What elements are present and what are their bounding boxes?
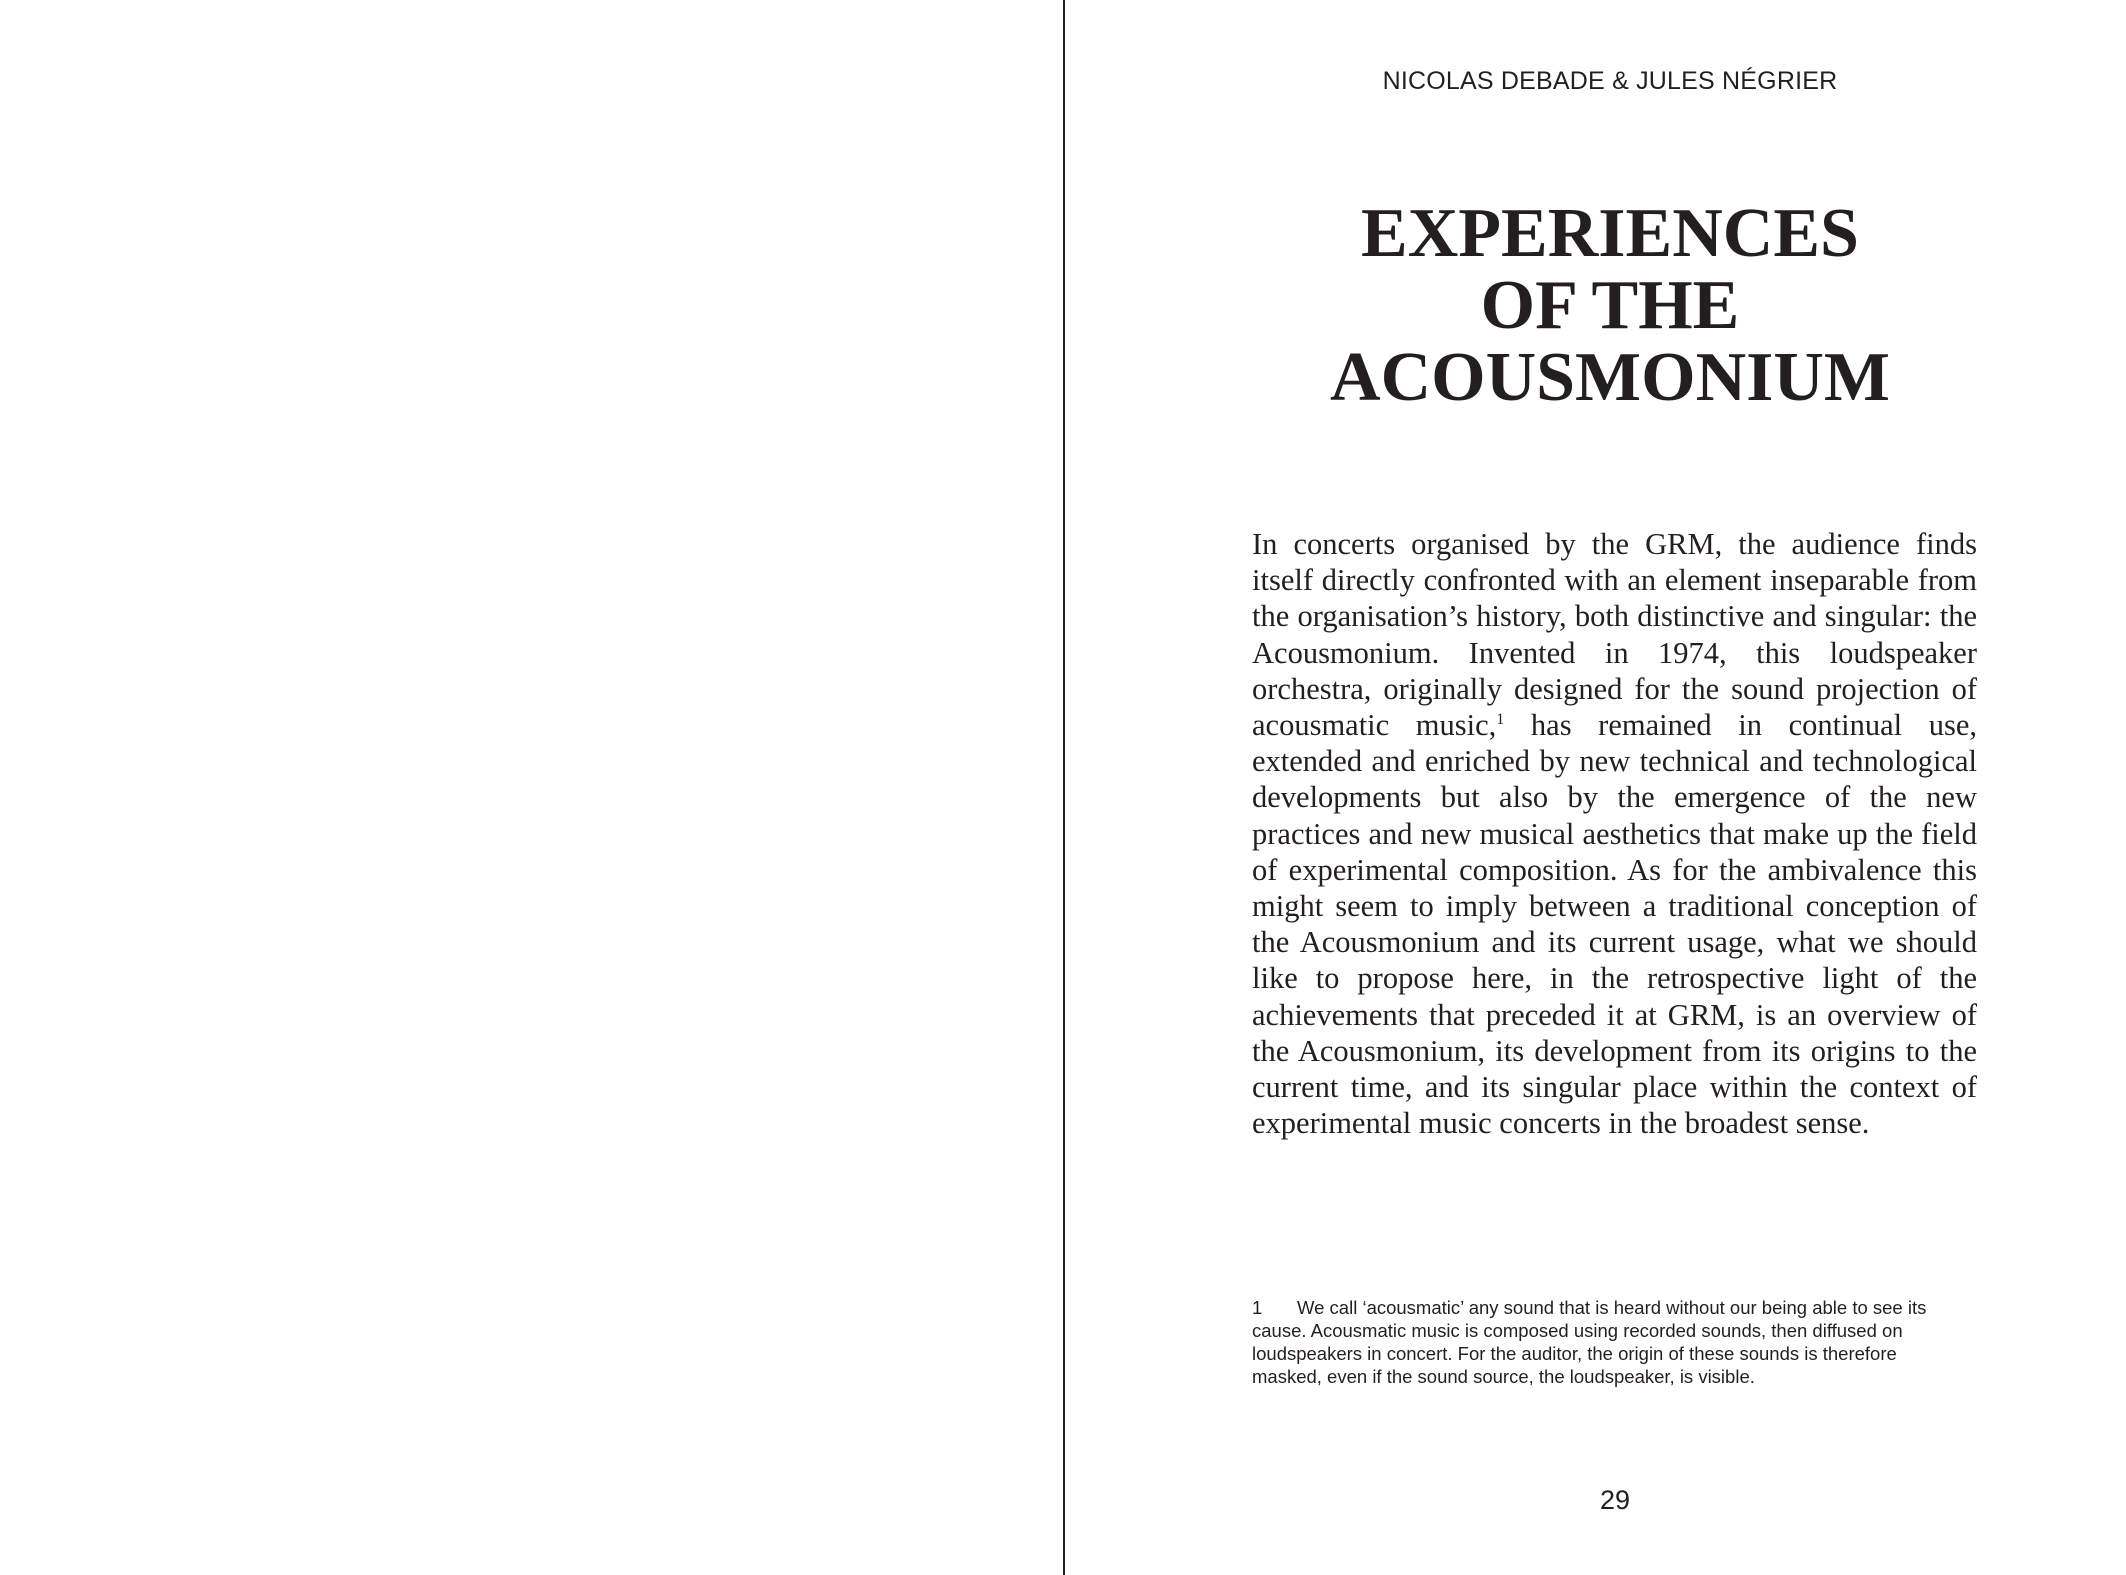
footnote-reference: 1	[1496, 711, 1505, 729]
running-header-authors: NICOLAS DEBADE & JULES NÉGRIER	[1382, 67, 1838, 95]
body-paragraph	[1252, 526, 1977, 1141]
chapter-title	[1240, 195, 1980, 416]
footnote	[1252, 1296, 1960, 1388]
chapter-title-line-1: EXPERIENCES	[1361, 195, 1859, 272]
chapter-title-line-3: ACOUSMONIUM	[1330, 339, 1890, 416]
page-number: 29	[1599, 1485, 1631, 1515]
body-text-part-1: In concerts organised by the GRM, the audience finds itself directly confronted with an element inseparable from the organisation’s history, both distinctive and singular: the Acousmonium. Invented in 1974, this loudspeaker orchestra, originally designed for the sound projection of acousmatic music,	[1252, 527, 1977, 743]
chapter-title-line-2: OF THE	[1480, 267, 1740, 344]
body-text-part-2: has remained in continual use, extended and enriched by new technical and technological developments but also by the emergence of the new practices and new musical aesthetics that make up the field of experimental composition. As for the ambivalence this might seem to imply between a traditional conception of the Acousmonium and its current usage, what we should like to propose here, in the retrospective light of the achievements that preceded it at GRM, is an overview of the Acousmonium, its development from its origins to the current time, and its singular place within the context of experimental music concerts in the broadest sense.	[1252, 708, 1977, 1141]
footnote-number: 1	[1252, 1297, 1263, 1318]
footnote-text: We call ‘acousmatic’ any sound that is heard without our being able to see its cause. Acousmatic music is composed using recorded sounds, then diffused on loudspeakers in concert. For the auditor, the origin of these sounds is therefore masked, even if the sound source, the loudspeaker, is visible.	[1252, 1297, 1927, 1387]
